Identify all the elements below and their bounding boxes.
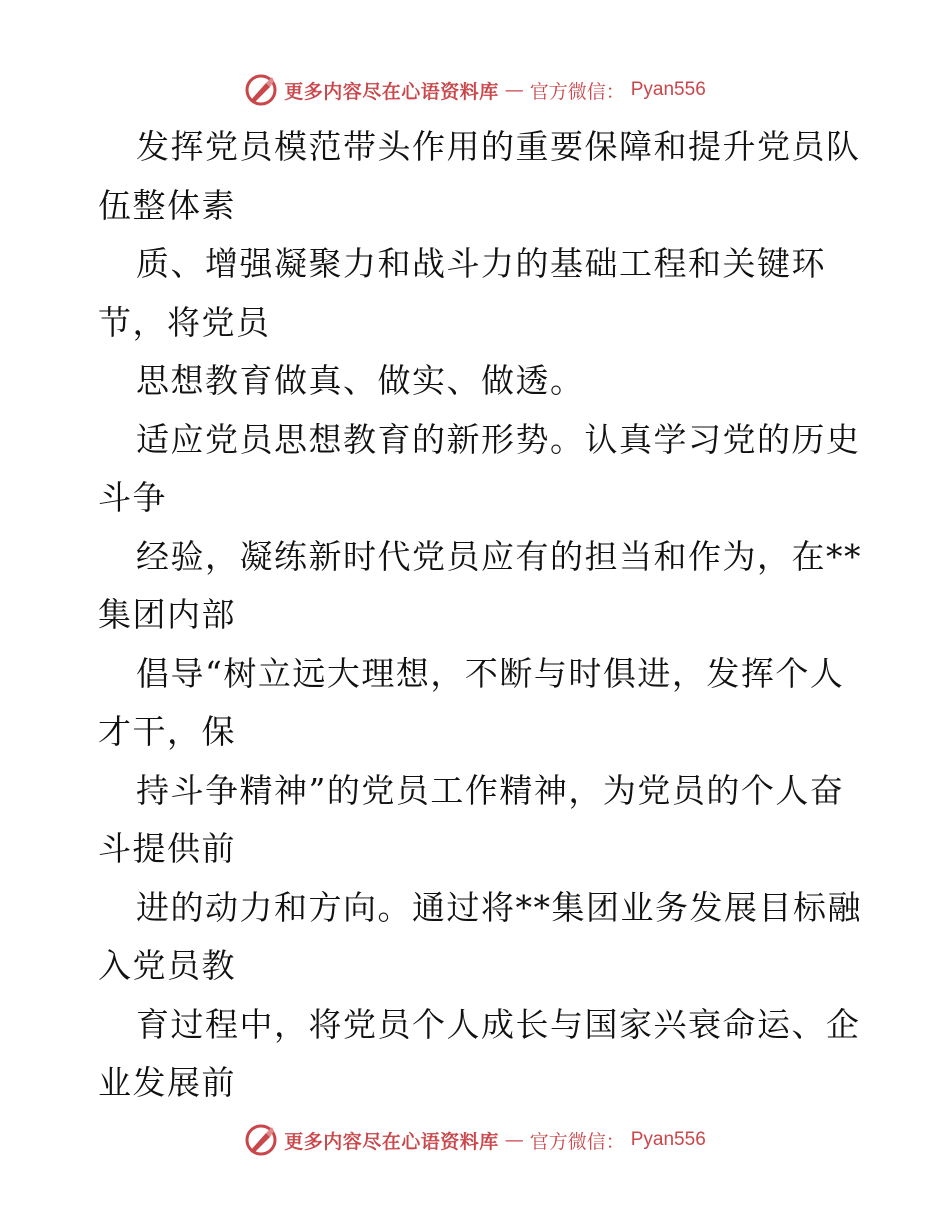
watermark-contact-id: Pyan556: [630, 79, 706, 100]
text-line: 节，将党员: [98, 302, 271, 342]
text-line: 伍整体素: [98, 185, 236, 225]
watermark-site-text: 更多内容尽在心语资料库: [284, 1130, 499, 1153]
watermark-separator: —: [504, 79, 524, 101]
quill-logo-icon: [244, 73, 278, 107]
text-line: 适应党员思想教育的新形势。认真学习党的历史: [136, 419, 861, 459]
text-line: 持斗争精神”的党员工作精神，为党员的个人奋: [136, 770, 845, 810]
text-line: 发挥党员模范带头作用的重要保障和提升党员队: [136, 127, 861, 166]
text-line: 育过程中，将党员个人成长与国家兴衰命运、企: [136, 1004, 861, 1044]
text-line: 进的动力和方向。通过将**集团业务发展目标融: [136, 887, 862, 927]
footer-watermark: [0, 1120, 950, 1160]
text-line: 倡导“树立远大理想，不断与时俱进，发挥个人: [136, 653, 845, 693]
text-line: 思想教育做真、做实、做透。: [136, 361, 585, 400]
text-line: 入党员教: [98, 946, 236, 985]
header-watermark: [0, 70, 950, 110]
watermark-separator: —: [504, 1129, 524, 1151]
text-line: 业发展前: [98, 1063, 236, 1102]
quill-logo-icon: [244, 1123, 278, 1157]
text-line: 经验，凝练新时代党员应有的担当和作为，在**: [136, 536, 862, 576]
text-line: 斗争: [98, 478, 167, 517]
text-line: 斗提供前: [98, 829, 236, 868]
watermark-contact-label: 官方微信：: [529, 1130, 625, 1153]
watermark-site-text: 更多内容尽在心语资料库: [284, 80, 499, 103]
text-line: 才干，保: [98, 712, 236, 751]
watermark-contact-id: Pyan556: [630, 1129, 706, 1150]
text-line: 质、增强凝聚力和战斗力的基础工程和关键环: [136, 244, 826, 283]
document-body: [98, 118, 862, 1113]
text-line: 集团内部: [98, 595, 236, 634]
watermark-contact-label: 官方微信：: [529, 80, 625, 103]
